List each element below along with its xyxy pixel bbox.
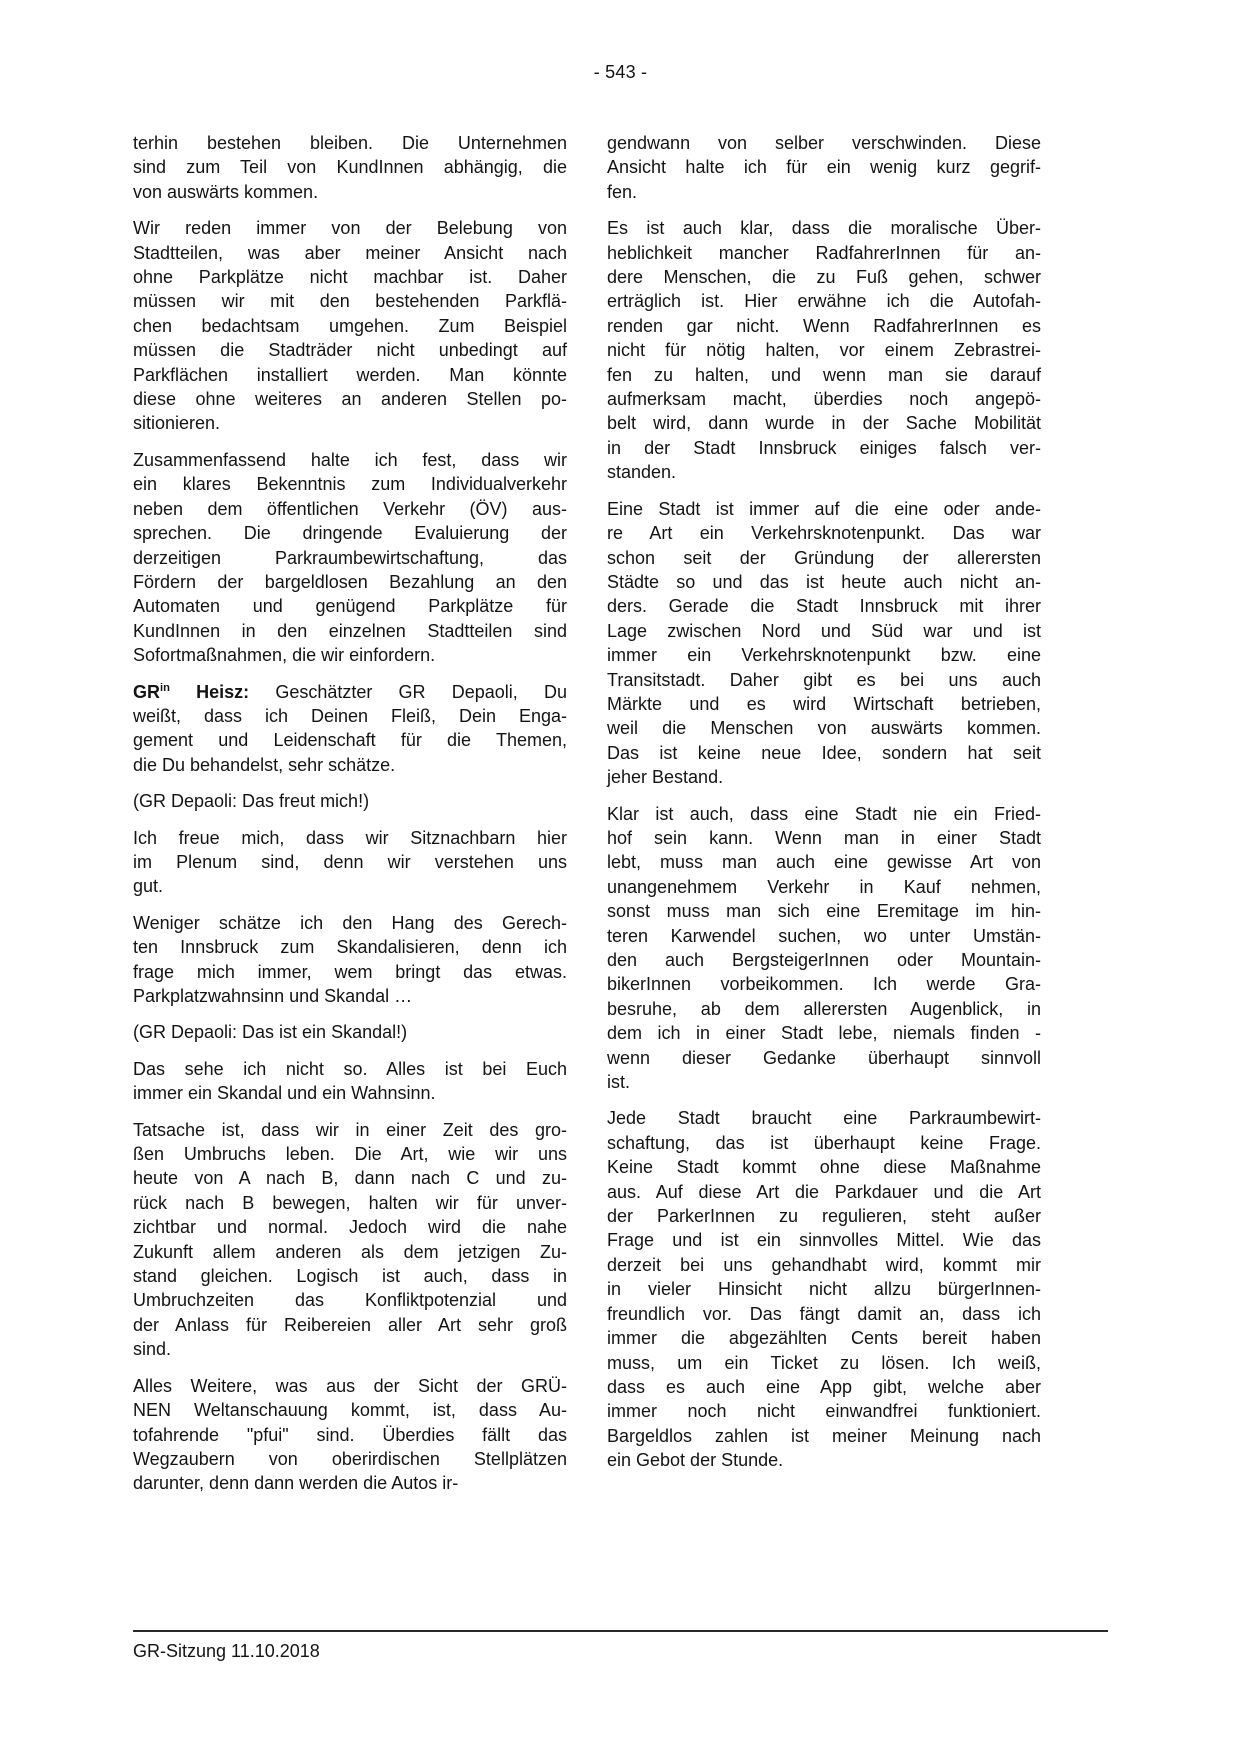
text-line: Eine Stadt ist immer auf die eine oder ande- xyxy=(607,498,1041,519)
text-line: Transitstadt. Daher gibt es bei uns auch xyxy=(607,669,1041,690)
text-line: dere Menschen, die zu Fuß gehen, schwer xyxy=(607,267,1041,288)
text-line: tofahrende "pfui" sind. Überdies fällt das xyxy=(133,1424,567,1445)
text-line: Das ist keine neue Idee, sondern hat seit xyxy=(607,742,1041,763)
paragraph xyxy=(607,131,1041,204)
text-line: fen zu halten, und wenn man sie darauf xyxy=(607,364,1041,385)
text-line: Lage zwischen Nord und Süd war und ist xyxy=(607,620,1041,641)
text-line: lebt, muss man auch eine gewisse Art von xyxy=(607,852,1041,873)
text-line: Umbruchzeiten das Konfliktpotenzial und xyxy=(133,1290,567,1311)
text-line: standen. xyxy=(607,462,677,483)
text-line: freundlich vor. Das fängt damit an, dass ich xyxy=(607,1303,1041,1324)
paragraph xyxy=(607,497,1041,790)
text-line: re Art ein Verkehrsknotenpunkt. Das war xyxy=(607,523,1041,544)
text-line: müssen wir mit den bestehenden Parkflä- xyxy=(133,291,567,312)
text-line: unangenehmem Verkehr in Kauf nehmen, xyxy=(607,876,1041,897)
text-line: $GR^{in}$ Heisz: Geschätzter GR Depaoli, Du xyxy=(133,681,567,702)
text-line: nicht für nötig halten, vor einem Zebrastrei- xyxy=(607,340,1041,361)
text-line: immer die abgezählten Cents bereit haben xyxy=(607,1328,1041,1349)
paragraph xyxy=(133,911,567,1009)
paragraph xyxy=(607,802,1041,1095)
paragraph xyxy=(133,448,567,668)
text-line: jeher Bestand. xyxy=(607,767,724,788)
text-line: schon seit der Gründung der allerersten xyxy=(607,547,1041,568)
text-line: von auswärts kommen. xyxy=(133,181,319,202)
text-line: sprechen. Die dringende Evaluierung der xyxy=(133,523,567,544)
text-line: NEN Weltanschauung kommt, ist, dass Au- xyxy=(133,1400,567,1421)
text-line: Weniger schätze ich den Hang des Gerech- xyxy=(133,912,567,933)
text-line: heblichkeit mancher RadfahrerInnen für an- xyxy=(607,242,1041,263)
text-line: ohne Parkplätze nicht machbar ist. Daher xyxy=(133,267,567,288)
text-line: Jede Stadt braucht eine Parkraumbewirt- xyxy=(607,1108,1041,1129)
text-line: der ParkerInnen zu regulieren, steht außer xyxy=(607,1206,1041,1227)
text-line: Frage und ist ein sinnvolles Mittel. Wie das xyxy=(607,1230,1041,1251)
text-line: Alles Weitere, was aus der Sicht der GRÜ- xyxy=(133,1375,567,1396)
text-line: dem ich in einer Stadt lebe, niemals finden - xyxy=(607,1023,1041,1044)
text-line: besruhe, ab dem allerersten Augenblick, in xyxy=(607,998,1041,1019)
paragraph xyxy=(133,680,567,778)
text-line: sitionieren. xyxy=(133,413,221,434)
text-line: Zusammenfassend halte ich fest, dass wir xyxy=(133,449,567,470)
text-line: renden gar nicht. Wenn RadfahrerInnen es xyxy=(607,315,1041,336)
text-line: Parkplatzwahnsinn und Skandal … xyxy=(133,986,413,1006)
text-line: derzeit bei uns gehandhabt wird, kommt mir xyxy=(607,1254,1041,1275)
text-line: Stadtteilen, was aber meiner Ansicht nach xyxy=(133,242,567,263)
text-line: weil die Menschen von auswärts kommen. xyxy=(607,718,1041,739)
text-line: aus. Auf diese Art die Parkdauer und die Art xyxy=(607,1181,1041,1202)
text-line: diese ohne weiteres an anderen Stellen po- xyxy=(133,389,567,410)
text-line: der Anlass für Reibereien aller Art sehr groß xyxy=(133,1314,567,1335)
footer-text: GR-Sitzung 11.10.2018 xyxy=(133,1641,320,1661)
text-line: hof sein kann. Wenn man in einer Stadt xyxy=(607,827,1041,848)
text-line: fen. xyxy=(607,181,638,202)
text-column-left xyxy=(133,131,567,1508)
text-line: Märkte und es wird Wirtschaft betrieben, xyxy=(607,693,1041,714)
text-column-right xyxy=(607,131,1041,1508)
footer-rule xyxy=(133,1630,1108,1632)
text-line: immer ein Skandal und ein Wahnsinn. xyxy=(133,1083,436,1104)
text-line: immer ein Verkehrsknotenpunkt bzw. eine xyxy=(607,645,1041,666)
paragraph xyxy=(133,1020,567,1044)
text-line: Klar ist auch, dass eine Stadt nie ein Fried- xyxy=(607,803,1041,824)
text-line: wenn dieser Gedanke überhaupt sinnvoll xyxy=(607,1047,1041,1068)
text-line: sind zum Teil von KundInnen abhängig, die xyxy=(133,157,567,178)
text-line: ßen Umbruchs leben. Die Art, wie wir uns xyxy=(133,1144,567,1165)
text-line: Ansicht halte ich für ein wenig kurz gegrif- xyxy=(607,157,1041,178)
text-line: Es ist auch klar, dass die moralische Über- xyxy=(607,218,1041,239)
text-line: sonst muss man sich eine Eremitage im hin- xyxy=(607,901,1041,922)
text-line: ein Gebot der Stunde. xyxy=(607,1450,784,1471)
text-line: gut. xyxy=(133,876,164,897)
text-line: frage mich immer, wem bringt das etwas. xyxy=(133,961,567,982)
text-line: darunter, denn dann werden die Autos ir- xyxy=(133,1473,459,1494)
paragraph xyxy=(133,1118,567,1362)
text-line: belt wird, dann wurde in der Sache Mobilität xyxy=(607,413,1041,434)
text-line: Parkflächen installiert werden. Man könnte xyxy=(133,364,567,385)
text-line: Automaten und genügend Parkplätze für xyxy=(133,596,567,617)
text-line: aufmerksam macht, überdies noch angepö- xyxy=(607,389,1041,410)
text-line: ders. Gerade die Stadt Innsbruck mit ihrer xyxy=(607,596,1041,617)
text-line: chen bedachtsam umgehen. Zum Beispiel xyxy=(133,315,567,336)
text-line: terhin bestehen bleiben. Die Unternehmen xyxy=(133,133,567,153)
text-line: Wegzaubern von oberirdischen Stellplätzen xyxy=(133,1448,567,1469)
text-line: immer noch nicht einwandfrei funktioniert. xyxy=(607,1401,1041,1422)
text-line: ten Innsbruck zum Skandalisieren, denn ich xyxy=(133,937,567,958)
text-line: gendwann von selber verschwinden. Diese xyxy=(607,133,1041,153)
paragraph xyxy=(607,1106,1041,1472)
text-line: stand gleichen. Logisch ist auch, dass in xyxy=(133,1266,567,1287)
text-line: KundInnen in den einzelnen Stadtteilen sind xyxy=(133,620,567,641)
text-line: ein klares Bekenntnis zum Individualverkehr xyxy=(133,474,567,495)
paragraph xyxy=(133,1057,567,1106)
paragraph xyxy=(133,216,567,436)
text-line: Ich freue mich, dass wir Sitznachbarn hier xyxy=(133,827,567,848)
text-line: ist. xyxy=(607,1072,631,1093)
text-line: teren Karwendel suchen, wo unter Umstän- xyxy=(607,925,1041,946)
text-line: sind. xyxy=(133,1339,172,1360)
text-line: bikerInnen vorbeikommen. Ich werde Gra- xyxy=(607,974,1041,995)
page-footer xyxy=(133,1630,1108,1662)
text-line: Tatsache ist, dass wir in einer Zeit des gro- xyxy=(133,1119,567,1140)
text-line: Bargeldlos zahlen ist meiner Meinung nach xyxy=(607,1425,1041,1446)
text-line: den auch BergsteigerInnen oder Mountain- xyxy=(607,950,1041,970)
text-line: neben dem öffentlichen Verkehr (ÖV) aus- xyxy=(133,498,567,519)
text-line: im Plenum sind, denn wir verstehen uns xyxy=(133,851,567,872)
text-line: die Du behandelst, sehr schätze. xyxy=(133,754,396,775)
text-line: dass es auch eine App gibt, welche aber xyxy=(607,1376,1041,1397)
text-line: Wir reden immer von der Belebung von xyxy=(133,218,567,239)
page-number: - 543 - xyxy=(593,62,648,82)
text-line: zichtbar und normal. Jedoch wird die nahe xyxy=(133,1217,567,1238)
text-line: gement und Leidenschaft für die Themen, xyxy=(133,730,567,751)
text-body xyxy=(133,131,1041,1508)
paragraph xyxy=(133,1374,567,1496)
text-line: in der Stadt Innsbruck einiges falsch ver- xyxy=(607,437,1041,458)
text-line: in vieler Hinsicht nicht allzu bürgerInnen- xyxy=(607,1279,1041,1300)
text-line: Städte so und das ist heute auch nicht an- xyxy=(607,571,1041,592)
paragraph xyxy=(133,826,567,899)
paragraph xyxy=(133,131,567,204)
text-line: (GR Depaoli: Das ist ein Skandal!) xyxy=(133,1022,408,1043)
text-line: derzeitigen Parkraumbewirtschaftung, das xyxy=(133,547,567,568)
text-line: Sofortmaßnahmen, die wir einfordern. xyxy=(133,645,436,666)
text-line: Fördern der bargeldlosen Bezahlung an den xyxy=(133,571,567,592)
text-line: muss, um ein Ticket zu lösen. Ich weiß, xyxy=(607,1352,1041,1373)
text-line: rück nach B bewegen, halten wir für unver- xyxy=(133,1192,567,1213)
speaker-label: $GR^{in}$ Heisz: xyxy=(133,681,250,702)
text-line: erträglich ist. Hier erwähne ich die Autofah- xyxy=(607,291,1041,312)
text-line: Das sehe ich nicht so. Alles ist bei Euch xyxy=(133,1058,567,1079)
paragraph xyxy=(607,216,1041,484)
text-line: Keine Stadt kommt ohne diese Maßnahme xyxy=(607,1157,1041,1178)
text-line: Zukunft allem anderen als dem jetzigen Zu- xyxy=(133,1241,567,1262)
text-line: heute von A nach B, dann nach C und zu- xyxy=(133,1168,567,1189)
speaker-superscript: in xyxy=(160,681,170,694)
text-line: schaftung, das ist überhaupt keine Frage. xyxy=(607,1132,1041,1153)
paragraph xyxy=(133,789,567,813)
text-line: weißt, dass ich Deinen Fleiß, Dein Enga- xyxy=(133,705,567,726)
text-line: müssen die Stadträder nicht unbedingt auf xyxy=(133,340,567,361)
text-line: (GR Depaoli: Das freut mich!) xyxy=(133,791,370,812)
